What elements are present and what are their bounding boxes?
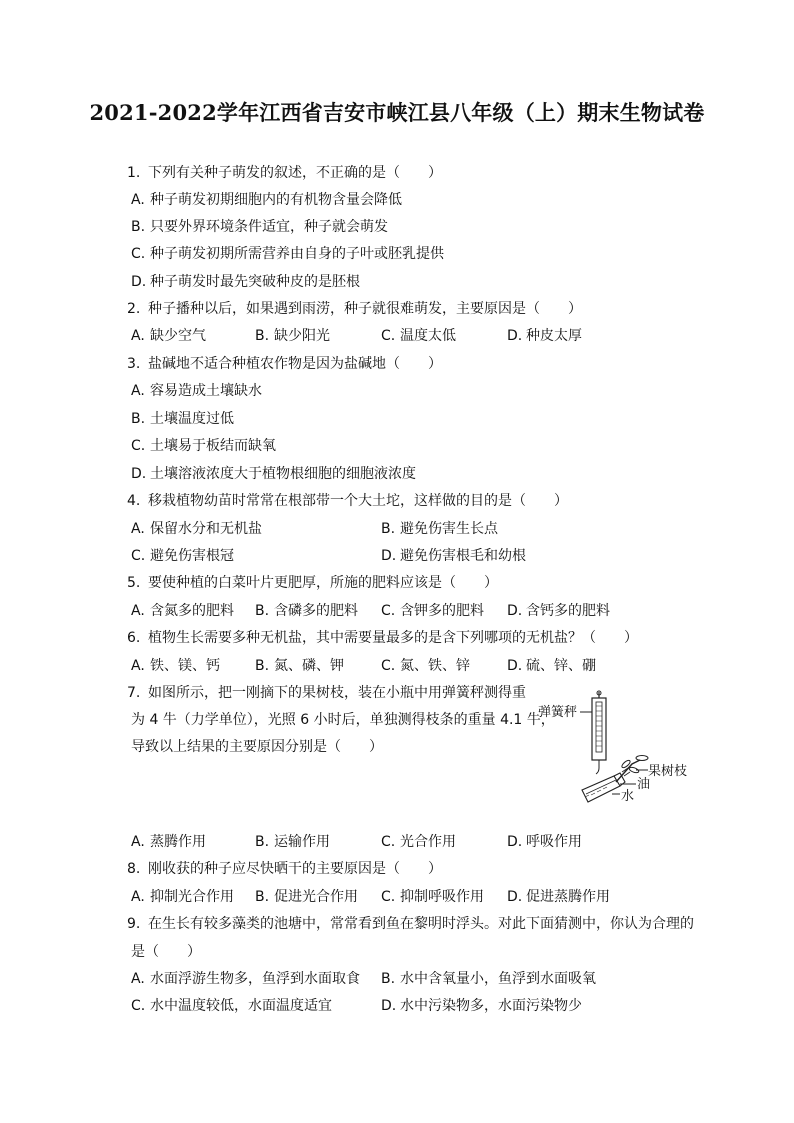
option-label: D. [381,998,397,1014]
option-label: B. [381,971,396,987]
option-6a [131,657,220,675]
option-label: B. [381,521,396,537]
page-title: 2021-2022学年江西省吉安市峡江县八年级（上）期末生物试卷 [89,100,705,125]
bottle-icon [582,773,625,802]
option-label: A. [131,971,145,987]
option-2d [507,327,582,345]
question-4 [127,492,568,510]
option-4b [381,520,498,538]
option-7d [507,833,582,851]
option-text: 硫、锌、硼 [526,658,596,674]
option-label: D. [507,889,523,905]
option-4c [131,547,234,565]
option-1a [131,191,402,209]
question-text: 要使种植的白菜叶片更肥厚，所施的肥料应该是（ ） [148,575,498,591]
question-2 [127,300,582,318]
question-7-line-2: 为 4 牛（力学单位），光照 6 小时后，单独测得枝条的重量 4.1 牛， [131,712,555,728]
option-9c [131,997,332,1015]
option-label: C. [131,548,146,564]
question-number: 6. [127,630,141,646]
option-8b [255,888,358,906]
option-3a [131,382,262,400]
option-label: B. [255,889,270,905]
question-number: 4. [127,493,141,509]
option-3c [131,437,276,455]
option-2c [381,327,456,345]
option-label: D. [507,603,523,619]
question-6 [127,629,638,647]
question-text: 种子播种以后，如果遇到雨涝，种子就很难萌发，主要原因是（ ） [148,301,582,317]
option-label: D. [507,328,523,344]
spring-scale-figure [536,690,696,810]
option-text: 水中含氧量小，鱼浮到水面吸氧 [400,971,596,987]
option-2b [255,327,330,345]
option-label: A. [131,383,145,399]
label-water: 水 [621,789,635,804]
option-9a [131,970,360,988]
option-text: 蒸腾作用 [150,834,206,850]
option-text: 土壤易于板结而缺氧 [150,438,276,454]
option-8c [381,888,484,906]
question-number: 8. [127,861,141,877]
option-6c [381,657,470,675]
option-1b [131,218,388,236]
option-label: A. [131,328,145,344]
question-number: 1. [127,165,141,181]
option-text: 运输作用 [274,834,330,850]
option-label: C. [381,889,396,905]
option-text: 土壤温度过低 [150,411,234,427]
option-label: D. [507,658,523,674]
option-text: 保留水分和无机盐 [150,521,262,537]
option-text: 促进蒸腾作用 [526,889,610,905]
option-label: C. [131,438,146,454]
option-label: C. [381,834,396,850]
question-text: 下列有关种子萌发的叙述，不正确的是（ ） [148,165,442,181]
option-label: C. [381,658,396,674]
option-label: C. [131,246,146,262]
question-1 [127,164,442,182]
option-text: 抑制呼吸作用 [400,889,484,905]
spring-scale-icon [592,691,606,774]
option-text: 种子萌发时最先突破种皮的是胚根 [150,274,360,290]
option-text: 水面浮游生物多，鱼浮到水面取食 [150,971,360,987]
option-5b [255,602,358,620]
option-8d [507,888,610,906]
question-5 [127,574,498,592]
question-3 [127,355,442,373]
label-branch: 果树枝 [648,764,688,779]
option-2a [131,327,206,345]
option-3b [131,410,234,428]
option-label: B. [255,834,270,850]
option-text: 含氮多的肥料 [150,603,234,619]
option-label: D. [381,548,397,564]
option-text: 容易造成土壤缺水 [150,383,262,399]
option-text: 种子萌发初期所需营养由自身的子叶或胚乳提供 [150,246,444,262]
option-text: 种皮太厚 [526,328,582,344]
option-4d [381,547,526,565]
question-number: 2. [127,301,141,317]
option-4a [131,520,262,538]
option-label: A. [131,521,145,537]
option-text: 种子萌发初期细胞内的有机物含量会降低 [150,192,402,208]
question-7 [127,684,526,702]
option-9b [381,970,596,988]
question-number: 7. [127,685,141,701]
option-label: D. [507,834,523,850]
option-label: D. [131,466,147,482]
question-9-line-2: 是（ ） [131,944,201,960]
question-number: 3. [127,356,141,372]
option-9d [381,997,582,1015]
option-1c [131,245,444,263]
question-text: 植物生长需要多种无机盐，其中需要量最多的是含下列哪项的无机盐？（ ） [148,630,638,646]
option-text: 氮、磷、钾 [274,658,344,674]
question-text: 刚收获的种子应尽快晒干的主要原因是（ ） [148,861,442,877]
question-9 [127,915,694,933]
question-number: 5. [127,575,141,591]
option-label: C. [131,998,146,1014]
option-text: 含钙多的肥料 [526,603,610,619]
option-text: 铁、镁、钙 [150,658,220,674]
option-label: B. [255,328,270,344]
option-text: 氮、铁、锌 [400,658,470,674]
question-text-line-1: 如图所示，把一刚摘下的果树枝，装在小瓶中用弹簧秤测得重 [148,685,526,701]
option-label: B. [255,603,270,619]
option-text: 只要外界环境条件适宜，种子就会萌发 [150,219,388,235]
option-label: A. [131,889,145,905]
question-7-line-3: 导致以上结果的主要原因分别是（ ） [131,739,383,755]
option-5c [381,602,484,620]
question-text: 移栽植物幼苗时常常在根部带一个大土坨，这样做的目的是（ ） [148,493,568,509]
option-label: D. [131,274,147,290]
option-text: 含磷多的肥料 [274,603,358,619]
label-oil: 油 [637,777,651,792]
option-text: 避免伤害根毛和幼根 [400,548,526,564]
option-text: 避免伤害生长点 [400,521,498,537]
option-text: 水中温度较低，水面温度适宜 [150,998,332,1014]
option-6d [507,657,596,675]
option-label: A. [131,834,145,850]
option-text: 缺少阳光 [274,328,330,344]
option-label: C. [381,328,396,344]
option-text: 避免伤害根冠 [150,548,234,564]
option-7b [255,833,330,851]
option-7c [381,833,456,851]
option-label: B. [131,219,146,235]
option-text: 抑制光合作用 [150,889,234,905]
option-7a [131,833,206,851]
question-8 [127,860,442,878]
option-5a [131,602,234,620]
option-5d [507,602,610,620]
option-6b [255,657,344,675]
option-8a [131,888,234,906]
option-text: 促进光合作用 [274,889,358,905]
option-text: 含钾多的肥料 [400,603,484,619]
option-label: A. [131,658,145,674]
label-spring-scale: 弹簧秤 [538,705,578,720]
option-text: 水中污染物多，水面污染物少 [400,998,582,1014]
question-text-line-1: 在生长有较多藻类的池塘中，常常看到鱼在黎明时浮头。对此下面猜测中，你认为合理的 [148,916,694,932]
option-text: 温度太低 [400,328,456,344]
question-number: 9. [127,916,141,932]
option-text: 光合作用 [400,834,456,850]
question-text: 盐碱地不适合种植农作物是因为盐碱地（ ） [148,356,442,372]
option-label: B. [255,658,270,674]
option-3d [131,465,416,483]
option-label: B. [131,411,146,427]
option-label: A. [131,603,145,619]
option-1d [131,273,360,291]
option-text: 呼吸作用 [526,834,582,850]
option-text: 缺少空气 [150,328,206,344]
option-label: C. [381,603,396,619]
option-text: 土壤溶液浓度大于植物根细胞的细胞液浓度 [150,466,416,482]
option-label: A. [131,192,145,208]
